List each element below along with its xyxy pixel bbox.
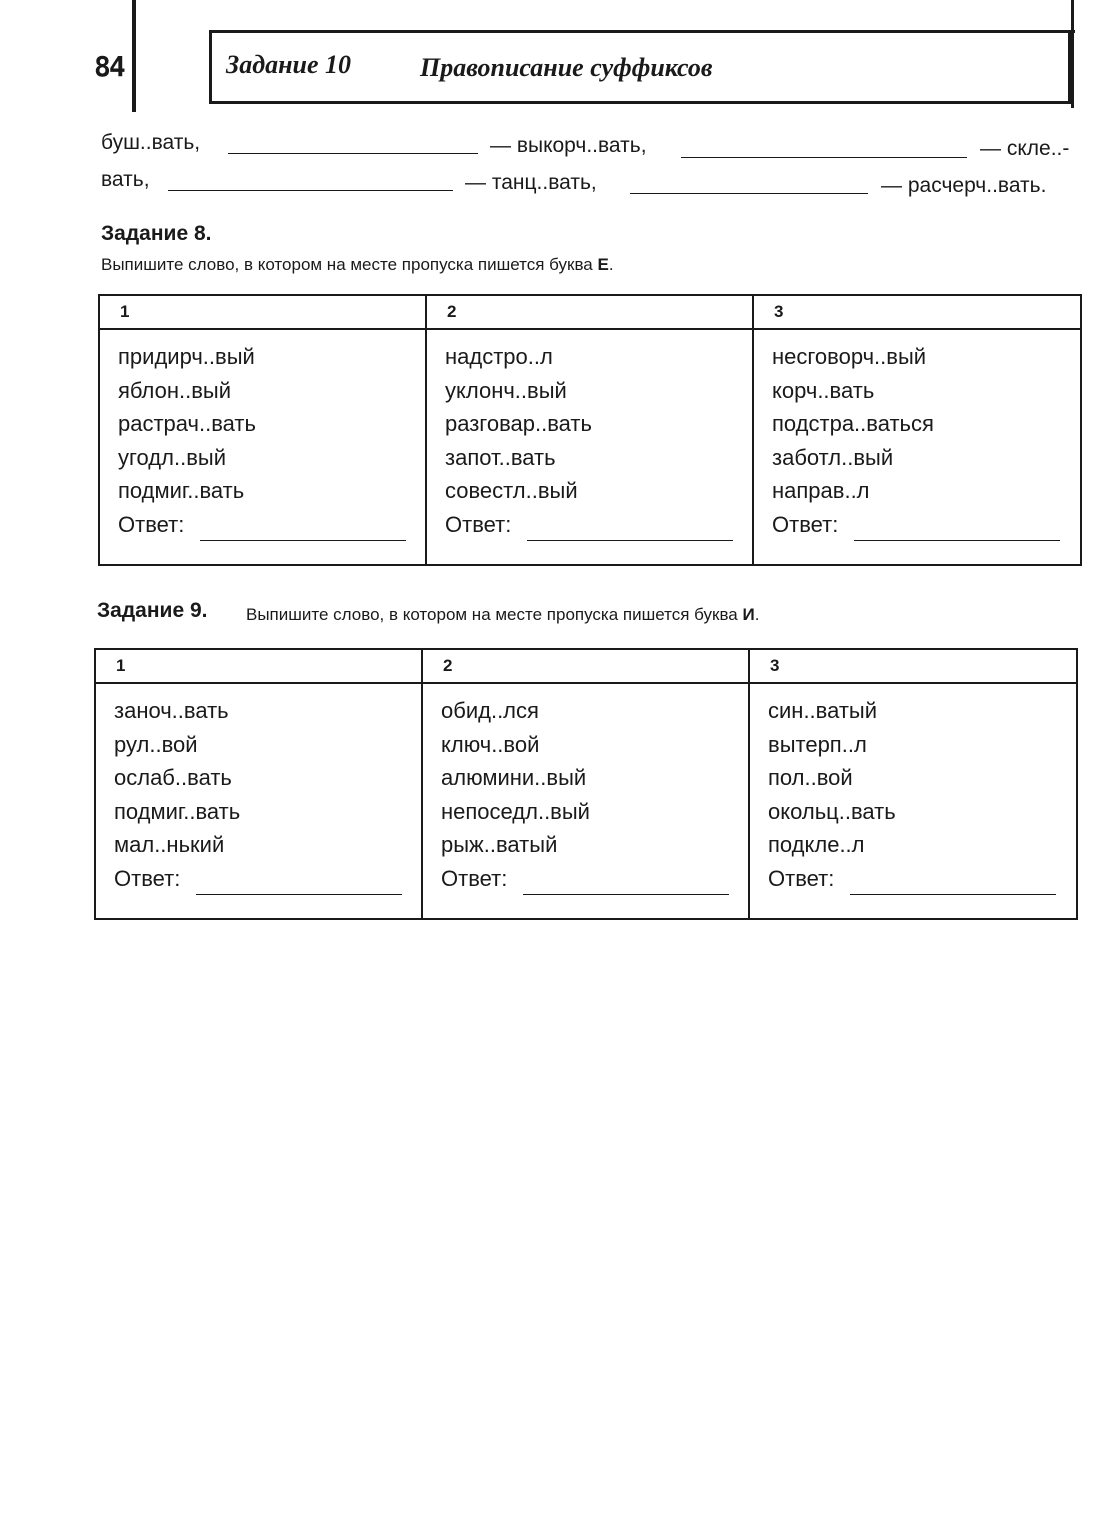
- word-item: подмиг..вать: [114, 798, 241, 824]
- word-item: несговорч..вый: [772, 344, 927, 369]
- blank-line: [168, 190, 453, 191]
- task8-heading: Задание 8.: [101, 222, 212, 245]
- word-item: придирч..вый: [118, 344, 255, 369]
- answer-row: [445, 508, 752, 542]
- task9-table: [94, 648, 1078, 920]
- answer-field[interactable]: [854, 514, 1060, 541]
- word-item: подкле..л: [768, 832, 865, 857]
- task9-heading: Задание 9.: [97, 599, 208, 622]
- task8-col-2: [426, 329, 753, 565]
- word-item: запот..вать: [445, 444, 556, 470]
- word-raschert: — расчерч..вать.: [881, 174, 1047, 197]
- word-item: пол..вой: [768, 765, 853, 790]
- task8-col-1: [99, 329, 426, 565]
- word-item: ключ..вой: [441, 731, 540, 757]
- word-item: разговар..вать: [445, 411, 592, 436]
- answer-field[interactable]: [200, 514, 406, 541]
- task9-letter: И: [742, 605, 755, 624]
- task9-col-2-number: 2: [422, 649, 749, 683]
- task8-col-3: [753, 329, 1081, 565]
- word-item: подстра..ваться: [772, 411, 934, 436]
- word-item: син..ватый: [768, 698, 878, 723]
- answer-row: [772, 508, 1080, 542]
- word-item: заботл..вый: [772, 444, 894, 470]
- task8-instruction: Выпишите слово, в котором на месте пропуска пишется буква Е.: [101, 255, 614, 274]
- header-task-label: Задание 10: [226, 50, 352, 79]
- word-item: уклонч..вый: [445, 377, 567, 403]
- word-item: подмиг..вать: [118, 478, 245, 503]
- answer-label: Ответ:: [118, 511, 185, 537]
- task9-col-1-number: 1: [95, 649, 422, 683]
- word-item: рул..вой: [114, 731, 198, 757]
- answer-label: Ответ:: [114, 865, 181, 891]
- answer-field[interactable]: [523, 868, 729, 895]
- word-item: яблон..вый: [118, 377, 232, 403]
- word-item: надстро..л: [445, 344, 553, 369]
- word-item: угодл..вый: [118, 444, 226, 470]
- word-item: направ..л: [772, 478, 870, 503]
- page-number: 84: [94, 50, 124, 83]
- task9-col-3: [749, 683, 1077, 919]
- answer-field[interactable]: [850, 868, 1056, 895]
- blank-line: [681, 157, 967, 158]
- word-item: окольц..вать: [768, 798, 896, 824]
- word-item: обид..лся: [441, 698, 539, 723]
- answer-field[interactable]: [527, 514, 733, 541]
- answer-row: [441, 862, 748, 896]
- task8-letter: Е: [597, 255, 609, 274]
- word-item: вытерп..л: [768, 731, 867, 757]
- answer-label: Ответ:: [441, 865, 508, 891]
- task9-col-2: [422, 683, 749, 919]
- margin-rule: [132, 0, 136, 112]
- word-item: заноч..вать: [114, 698, 229, 723]
- word-vat: вать,: [101, 168, 150, 191]
- word-item: ослаб..вать: [114, 765, 232, 790]
- answer-field[interactable]: [196, 868, 402, 895]
- word-item: совестл..вый: [445, 478, 578, 503]
- word-bush: буш..вать,: [101, 131, 201, 154]
- word-skle: — скле..-: [980, 137, 1070, 160]
- task9-col-3-number: 3: [749, 649, 1077, 683]
- word-item: непоседл..вый: [441, 798, 590, 824]
- answer-row: [118, 508, 425, 542]
- blank-line: [630, 193, 868, 194]
- answer-label: Ответ:: [445, 511, 512, 537]
- task8-table: [98, 294, 1082, 566]
- answer-row: [114, 862, 421, 896]
- blank-line: [228, 153, 478, 154]
- task9-instruction: Выпишите слово, в котором на месте пропуска пишется буква И.: [246, 605, 760, 624]
- word-vykorch: — выкорч..вать,: [490, 134, 647, 157]
- answer-label: Ответ:: [772, 511, 839, 537]
- answer-row: [768, 862, 1076, 896]
- header-frame-right: [1071, 0, 1074, 108]
- task9-col-1: [95, 683, 422, 919]
- word-item: мал..нький: [114, 832, 225, 857]
- task8-col-1-number: 1: [99, 295, 426, 329]
- task8-col-2-number: 2: [426, 295, 753, 329]
- word-item: рыж..ватый: [441, 832, 558, 857]
- answer-label: Ответ:: [768, 865, 835, 891]
- word-item: растрач..вать: [118, 411, 256, 436]
- header-title: Правописание суффиксов: [420, 53, 713, 82]
- word-item: алюмини..вый: [441, 765, 587, 790]
- word-item: корч..вать: [772, 377, 875, 403]
- task8-col-3-number: 3: [753, 295, 1081, 329]
- word-tants: — танц..вать,: [465, 171, 597, 194]
